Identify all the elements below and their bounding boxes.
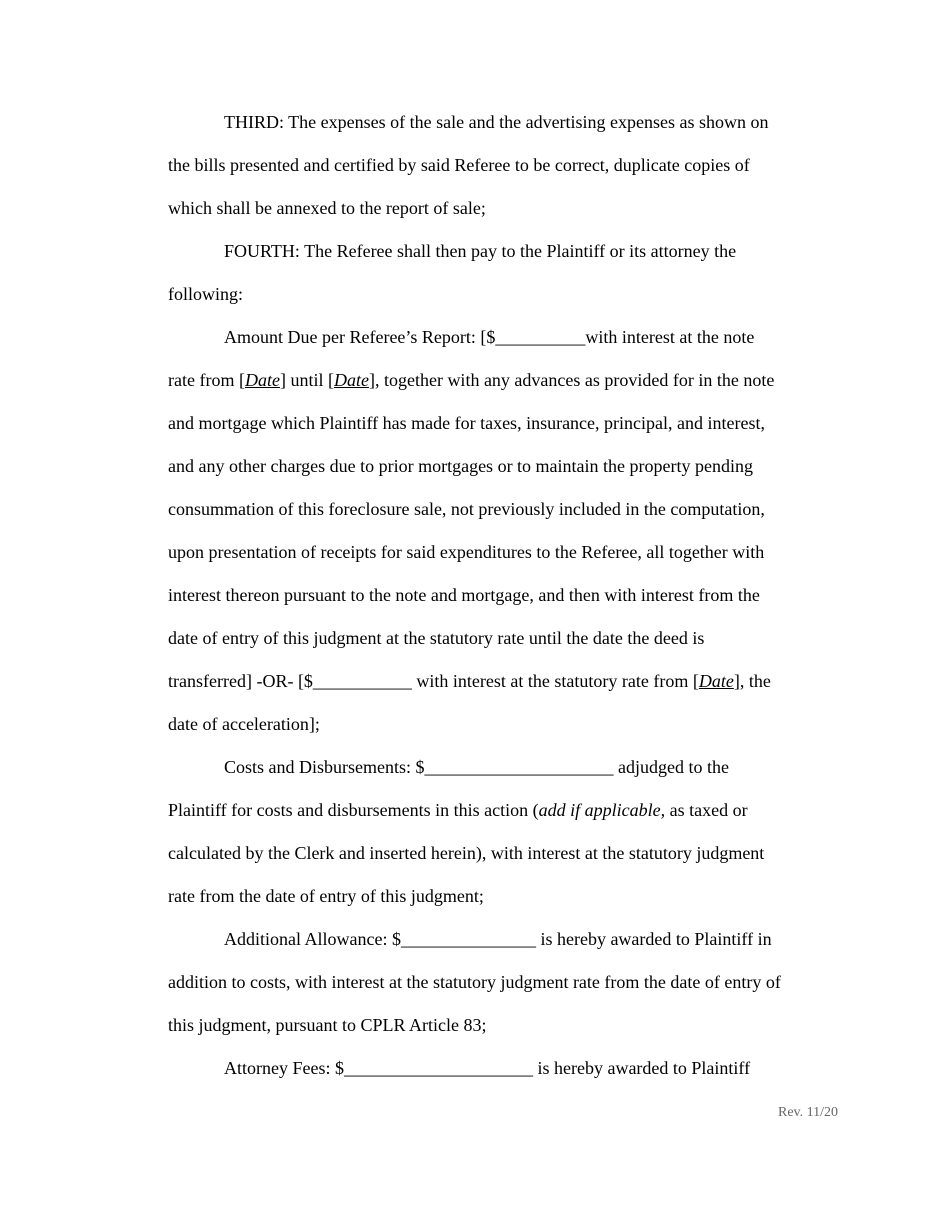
date-placeholder-3: Date bbox=[698, 671, 734, 691]
costs-text-1: Costs and Disbursements: $_____________________ adjudged to the Plaintiff for costs and disbursements in this action ( bbox=[168, 757, 729, 820]
paragraph-additional-allowance: Additional Allowance: $_______________ is hereby awarded to Plaintiff in addition to costs, with interest at the statutory judgment rate from the date of entry of this judgment, pursuant to CPLR Article 83; bbox=[168, 929, 781, 1035]
paragraph-third: THIRD: The expenses of the sale and the advertising expenses as shown on the bills presented and certified by said Referee to be correct, duplicate copies of which shall be annexed to the report of sale; bbox=[168, 112, 769, 218]
amount-due-text-4: ], the date of acceleration]; bbox=[168, 671, 771, 734]
amount-due-text-2: ] until [ bbox=[279, 370, 334, 390]
revision-footer: Rev. 11/20 bbox=[777, 1105, 838, 1120]
costs-italic-note: add if applicable, bbox=[538, 800, 666, 820]
paragraph-fourth: FOURTH: The Referee shall then pay to the Plaintiff or its attorney the following: bbox=[168, 241, 737, 304]
document-body bbox=[168, 101, 784, 1090]
amount-due-text-3: ], together with any advances as provided for in the note and mortgage which Plaintiff has made for taxes, insurance, principal, and interest, and any other charges due to prior mortgages or to maintain the property pending consummation of this foreclosure sale, not previously included in the computation, upon presentation of receipts for said expenditures to the Referee, all together with interest thereon pursuant to the note and mortgage, and then with interest from the date of entry of this judgment at the statutory rate until the date the deed is transferred] -OR- [$___________ with interest at the statutory rate from [ bbox=[168, 370, 775, 691]
date-placeholder-1: Date bbox=[244, 370, 280, 390]
paragraph-amount-due bbox=[168, 316, 784, 746]
amount-due-text-1: Amount Due per Referee’s Report: [$__________with interest at the note rate from [ bbox=[168, 327, 755, 390]
costs-text-2: as taxed or calculated by the Clerk and inserted herein), with interest at the statutory judgment rate from the date of entry of this judgment; bbox=[168, 800, 765, 906]
date-placeholder-2: Date bbox=[333, 370, 369, 390]
paragraph-costs bbox=[168, 746, 784, 918]
paragraph-attorney-fees: Attorney Fees: $_____________________ is hereby awarded to Plaintiff bbox=[224, 1058, 751, 1078]
